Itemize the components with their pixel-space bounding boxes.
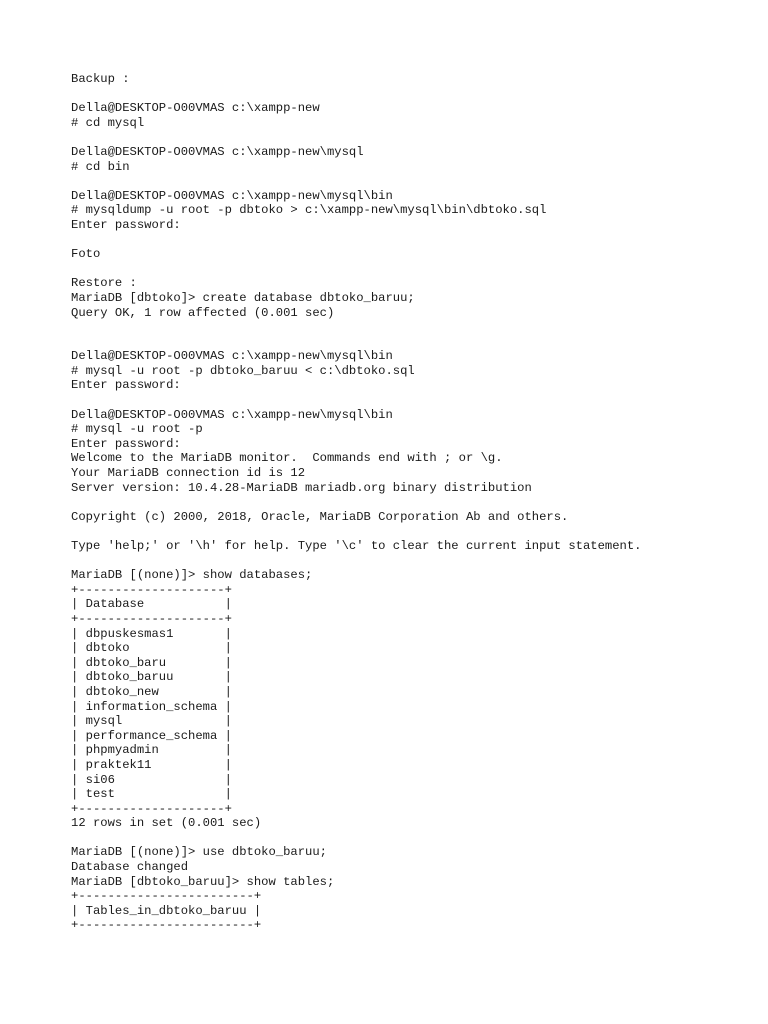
text-line: # mysql -u root -p (71, 422, 203, 437)
text-line: | si06 | (71, 772, 232, 787)
document-text (71, 72, 751, 933)
text-line: Server version: 10.4.28-MariaDB mariadb.org binary distribution (71, 480, 532, 495)
text-line: | test | (71, 787, 232, 802)
text-line (71, 130, 751, 145)
text-line: | dbtoko | (71, 641, 232, 656)
text-line: MariaDB [(none)]> use dbtoko_baruu; (71, 845, 327, 860)
text-line: Backup : (71, 72, 130, 86)
text-line: Della@DESKTOP-O00VMAS c:\xampp-new (71, 101, 320, 116)
text-line: # cd bin (71, 159, 130, 174)
text-line (71, 524, 751, 539)
text-line: Query OK, 1 row affected (0.001 sec) (71, 305, 335, 320)
text-line: | Database | (71, 597, 232, 612)
text-line (71, 393, 751, 408)
text-line: | performance_schema | (71, 728, 232, 743)
text-line (71, 554, 751, 569)
text-line: Della@DESKTOP-O00VMAS c:\xampp-new\mysql (71, 144, 364, 159)
text-line (71, 831, 751, 846)
text-line: Type 'help;' or '\h' for help. Type '\c' to clear the current input statement. (71, 539, 642, 553)
text-line (71, 495, 751, 510)
text-line: Enter password: (71, 378, 181, 393)
text-line (71, 335, 751, 350)
text-line: MariaDB [(none)]> show databases; (71, 568, 313, 583)
text-line: +--------------------+ (71, 582, 232, 597)
text-line: # mysql -u root -p dbtoko_baruu < c:\dbtoko.sql (71, 363, 415, 378)
text-line: Welcome to the MariaDB monitor. Commands end with ; or \g. (71, 451, 503, 466)
text-line: Restore : (71, 276, 137, 291)
text-line: Della@DESKTOP-O00VMAS c:\xampp-new\mysql\bin (71, 407, 393, 422)
text-line (71, 320, 751, 335)
text-line: # cd mysql (71, 115, 145, 130)
text-line: | dbpuskesmas1 | (71, 626, 232, 641)
text-line: | dbtoko_new | (71, 684, 232, 699)
text-line: | Tables_in_dbtoko_baruu | (71, 903, 262, 918)
text-line: +--------------------+ (71, 801, 232, 816)
text-line: | dbtoko_baru | (71, 655, 232, 670)
text-line: +------------------------+ (71, 889, 262, 904)
text-line: MariaDB [dbtoko]> create database dbtoko_baruu; (71, 290, 415, 305)
text-line (71, 233, 751, 248)
text-line: | mysql | (71, 714, 232, 729)
text-line: # mysqldump -u root -p dbtoko > c:\xampp-new\mysql\bin\dbtoko.sql (71, 203, 547, 218)
text-line (71, 87, 751, 102)
text-line: Enter password: (71, 436, 181, 451)
text-line: Foto (71, 247, 101, 262)
text-line: Database changed (71, 860, 189, 875)
text-line: | information_schema | (71, 699, 232, 714)
text-line: +------------------------+ (71, 918, 262, 933)
text-line: Della@DESKTOP-O00VMAS c:\xampp-new\mysql\bin (71, 188, 393, 203)
text-line: | dbtoko_baruu | (71, 670, 232, 685)
text-line: MariaDB [dbtoko_baruu]> show tables; (71, 874, 335, 889)
text-line (71, 174, 751, 189)
text-line (71, 262, 751, 277)
text-line: Della@DESKTOP-O00VMAS c:\xampp-new\mysql\bin (71, 349, 393, 364)
text-line: +--------------------+ (71, 611, 232, 626)
text-line: Enter password: (71, 217, 181, 232)
text-line: | praktek11 | (71, 757, 232, 772)
text-line: Copyright (c) 2000, 2018, Oracle, MariaDB Corporation Ab and others. (71, 509, 569, 524)
text-line: Your MariaDB connection id is 12 (71, 466, 306, 481)
text-line: | phpmyadmin | (71, 743, 232, 758)
text-line: 12 rows in set (0.001 sec) (71, 816, 262, 831)
